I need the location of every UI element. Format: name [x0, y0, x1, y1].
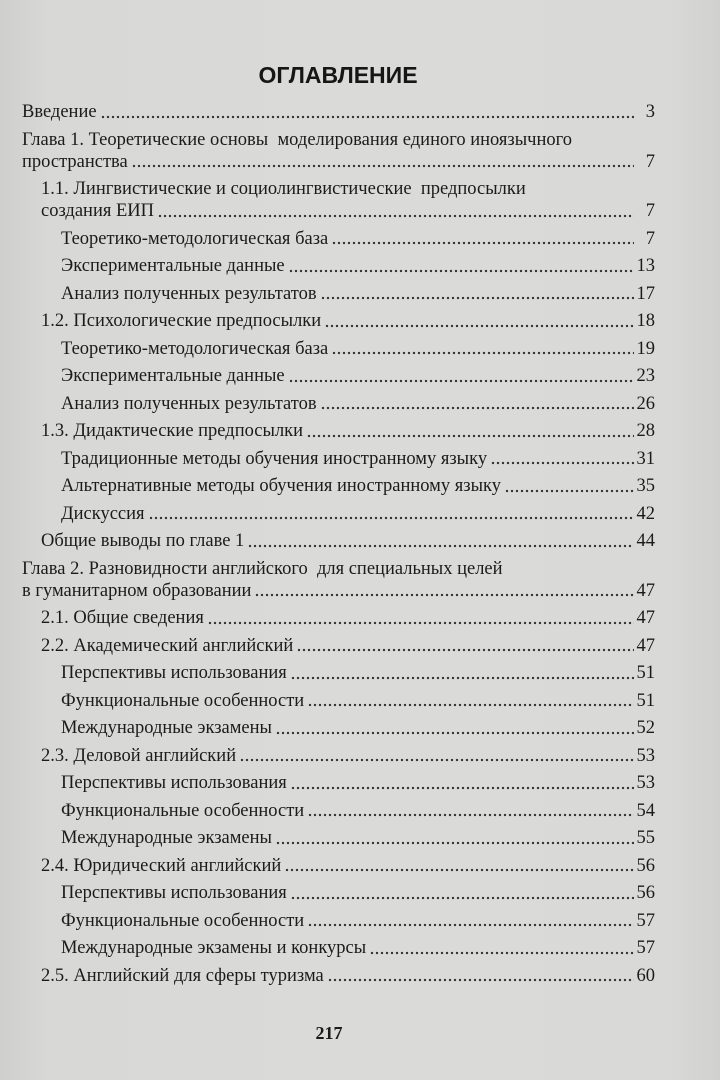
toc-section-entry [22, 420, 655, 442]
dot-leader [276, 731, 634, 735]
toc-entry-row [61, 800, 655, 822]
toc-subsection-entry [22, 448, 655, 470]
toc-entry-page: 7 [645, 228, 655, 249]
toc-subsection-entry [22, 475, 655, 497]
toc-entry-row [61, 772, 655, 794]
toc-entry-page: 53 [636, 745, 655, 766]
toc-subsection-entry [22, 503, 655, 525]
dot-leader [332, 351, 633, 355]
toc-entry-page: 51 [636, 663, 655, 683]
toc-entry-title: 1.2. Психологические предпосылки [41, 311, 322, 331]
toc-entry-page: 23 [636, 366, 655, 386]
toc-entry-page: 31 [636, 448, 655, 469]
toc-entry-title: Международные экзамены [61, 828, 272, 848]
dot-leader [291, 676, 634, 680]
dot-leader [328, 978, 634, 982]
toc-entry-row [61, 662, 655, 684]
toc-entry-row [61, 882, 655, 904]
toc-entry-title: 1.3. Дидактические предпосылки [41, 421, 304, 441]
dot-leader [132, 164, 634, 168]
dot-leader [307, 434, 633, 438]
toc-entry-row [41, 635, 655, 657]
toc-entry-page: 3 [645, 102, 655, 122]
page-title: ОГЛАВЛЕНИЕ [258, 62, 418, 88]
toc-entry-row [22, 580, 655, 602]
dot-leader [276, 841, 634, 845]
toc-entry-page: 47 [636, 635, 655, 656]
toc-entry-row [61, 475, 655, 497]
toc-entry-row [61, 338, 655, 360]
dot-leader [308, 703, 633, 707]
toc-entry-row [61, 448, 655, 470]
toc-entry-title: 2.5. Английский для сферы туризма [41, 965, 324, 986]
dot-leader [332, 241, 634, 245]
toc-entry-title-line: 1.1. Лингвистические и социолингвистические предпосылки [41, 179, 526, 199]
toc-section-entry [22, 745, 655, 767]
toc-entry-title: Анализ полученных результатов [61, 393, 317, 414]
dot-leader [285, 868, 633, 872]
toc-entry-title: Традиционные методы обучения иностранному языку [61, 448, 488, 469]
toc-entry-page: 56 [636, 855, 655, 876]
toc-entry-title-line: в гуманитарном образовании [22, 580, 252, 601]
toc-entry-page: 42 [636, 503, 655, 524]
toc-entry-page: 51 [636, 690, 655, 711]
toc-entry-page: 26 [636, 393, 655, 414]
toc-entry-page: 60 [636, 965, 655, 986]
toc-entry-title: Введение [22, 102, 97, 122]
toc-subsection-entry [22, 338, 655, 360]
toc-subsection-entry [22, 882, 655, 904]
toc-section-entry [22, 530, 655, 552]
dot-leader [248, 544, 633, 548]
toc-chapter-heading [22, 129, 655, 173]
toc-subsection-entry [22, 228, 655, 250]
toc-entry-row [41, 200, 655, 222]
dot-leader [158, 214, 634, 218]
toc-subsection-entry [22, 255, 655, 277]
toc-entry-title: 2.4. Юридический английский [41, 855, 282, 876]
dot-leader [505, 489, 634, 493]
dot-leader [289, 379, 634, 383]
toc-entry-title: 2.2. Академический английский [41, 635, 294, 656]
toc-section-entry [22, 607, 655, 629]
toc-entry-page: 18 [636, 311, 655, 331]
toc-entry-page: 57 [636, 910, 655, 931]
toc-subsection-entry [22, 393, 655, 415]
toc-entry-page: 7 [645, 201, 655, 221]
toc-entry-title: Теоретико-методологическая база [61, 228, 329, 249]
dot-leader [255, 593, 633, 597]
toc-entry-row [61, 228, 655, 250]
toc-subsection-entry [22, 772, 655, 794]
toc-entry-introduction [22, 101, 655, 123]
toc-entry-title: Альтернативные методы обучения иностранному языку [61, 476, 501, 496]
dot-leader [289, 269, 634, 273]
toc-section-entry [22, 855, 655, 877]
toc-entry-title: Перспективы использования [61, 663, 287, 683]
toc-entry-page: 47 [636, 608, 655, 628]
toc-entry-row [61, 503, 655, 525]
toc-subsection-entry [22, 827, 655, 849]
toc-entry-title: Перспективы использования [61, 773, 287, 793]
toc-entry-title-line: Глава 2. Разновидности английского для специальных целей [22, 558, 503, 579]
dot-leader [291, 786, 634, 790]
toc-entry-page: 19 [636, 338, 655, 359]
dot-leader [101, 115, 634, 119]
dot-leader [149, 516, 634, 520]
toc-entry-title: Функциональные особенности [61, 690, 305, 711]
toc-entry-row [22, 101, 655, 123]
dot-leader [308, 813, 633, 817]
toc-entry-title: Дискуссия [61, 503, 145, 524]
toc-entry-title: 2.3. Деловой английский [41, 745, 237, 766]
toc-entry-row [61, 690, 655, 712]
toc-entry-row [41, 310, 655, 332]
dot-leader [308, 923, 633, 927]
toc-entry-row [41, 965, 655, 987]
toc-section-entry [22, 635, 655, 657]
toc-section-entry [22, 178, 655, 222]
toc-entry-title: Экспериментальные данные [61, 256, 285, 276]
page-number: 217 [315, 1023, 343, 1043]
toc-entry-title-line: создания ЕИП [41, 201, 155, 221]
toc-subsection-entry [22, 800, 655, 822]
toc-entry-row [61, 717, 655, 739]
toc-entry-page: 47 [636, 580, 655, 601]
toc-subsection-entry [22, 690, 655, 712]
toc-entry-row [41, 420, 655, 442]
toc-entry-page: 55 [636, 828, 655, 848]
toc-subsection-entry [22, 717, 655, 739]
toc-entry-title: Функциональные особенности [61, 800, 305, 821]
table-of-contents [22, 101, 655, 992]
toc-entry-page: 28 [636, 421, 655, 441]
dot-leader [370, 951, 633, 955]
toc-entry-row [61, 365, 655, 387]
toc-entry-page: 52 [636, 718, 655, 738]
toc-entry-page: 7 [645, 151, 655, 172]
toc-entry-title: Международные экзамены [61, 718, 272, 738]
toc-entry-row [41, 607, 655, 629]
toc-subsection-entry [22, 937, 655, 959]
toc-section-entry [22, 310, 655, 332]
toc-entry-row [61, 283, 655, 305]
toc-subsection-entry [22, 662, 655, 684]
toc-entry-title: Экспериментальные данные [61, 366, 285, 386]
toc-entry-title: Теоретико-методологическая база [61, 338, 329, 359]
dot-leader [240, 758, 633, 762]
toc-subsection-entry [22, 365, 655, 387]
dot-leader [325, 324, 633, 328]
dot-leader [291, 896, 634, 900]
toc-subsection-entry [22, 910, 655, 932]
toc-entry-title: Перспективы использования [61, 883, 287, 903]
toc-entry-row [61, 393, 655, 415]
toc-entry-title: 2.1. Общие сведения [41, 608, 204, 628]
toc-entry-title-line: Глава 1. Теоретические основы моделирования единого иноязычного [22, 129, 573, 150]
toc-entry-row [22, 151, 655, 173]
toc-subsection-entry [22, 283, 655, 305]
toc-entry-row [61, 255, 655, 277]
toc-entry-row [41, 855, 655, 877]
toc-entry-row [61, 827, 655, 849]
toc-entry-page: 13 [636, 256, 655, 276]
toc-entry-page: 57 [636, 938, 655, 958]
toc-entry-row [41, 745, 655, 767]
toc-chapter-heading [22, 558, 655, 602]
toc-entry-page: 56 [636, 883, 655, 903]
toc-section-entry [22, 965, 655, 987]
toc-entry-title: Функциональные особенности [61, 910, 305, 931]
dot-leader [321, 406, 634, 410]
dot-leader [321, 296, 634, 300]
dot-leader [208, 621, 634, 625]
toc-entry-page: 17 [636, 283, 655, 304]
toc-entry-row [41, 530, 655, 552]
toc-entry-page: 54 [636, 800, 655, 821]
toc-entry-row [61, 937, 655, 959]
toc-entry-page: 35 [636, 476, 655, 496]
dot-leader [297, 648, 633, 652]
toc-entry-title: Международные экзамены и конкурсы [61, 938, 367, 958]
toc-entry-title: Общие выводы по главе 1 [41, 531, 245, 551]
dot-leader [491, 461, 633, 465]
toc-entry-page: 53 [636, 773, 655, 793]
toc-entry-title-line: пространства [22, 151, 128, 172]
toc-entry-title: Анализ полученных результатов [61, 283, 317, 304]
toc-entry-row [61, 910, 655, 932]
toc-entry-page: 44 [636, 531, 655, 551]
